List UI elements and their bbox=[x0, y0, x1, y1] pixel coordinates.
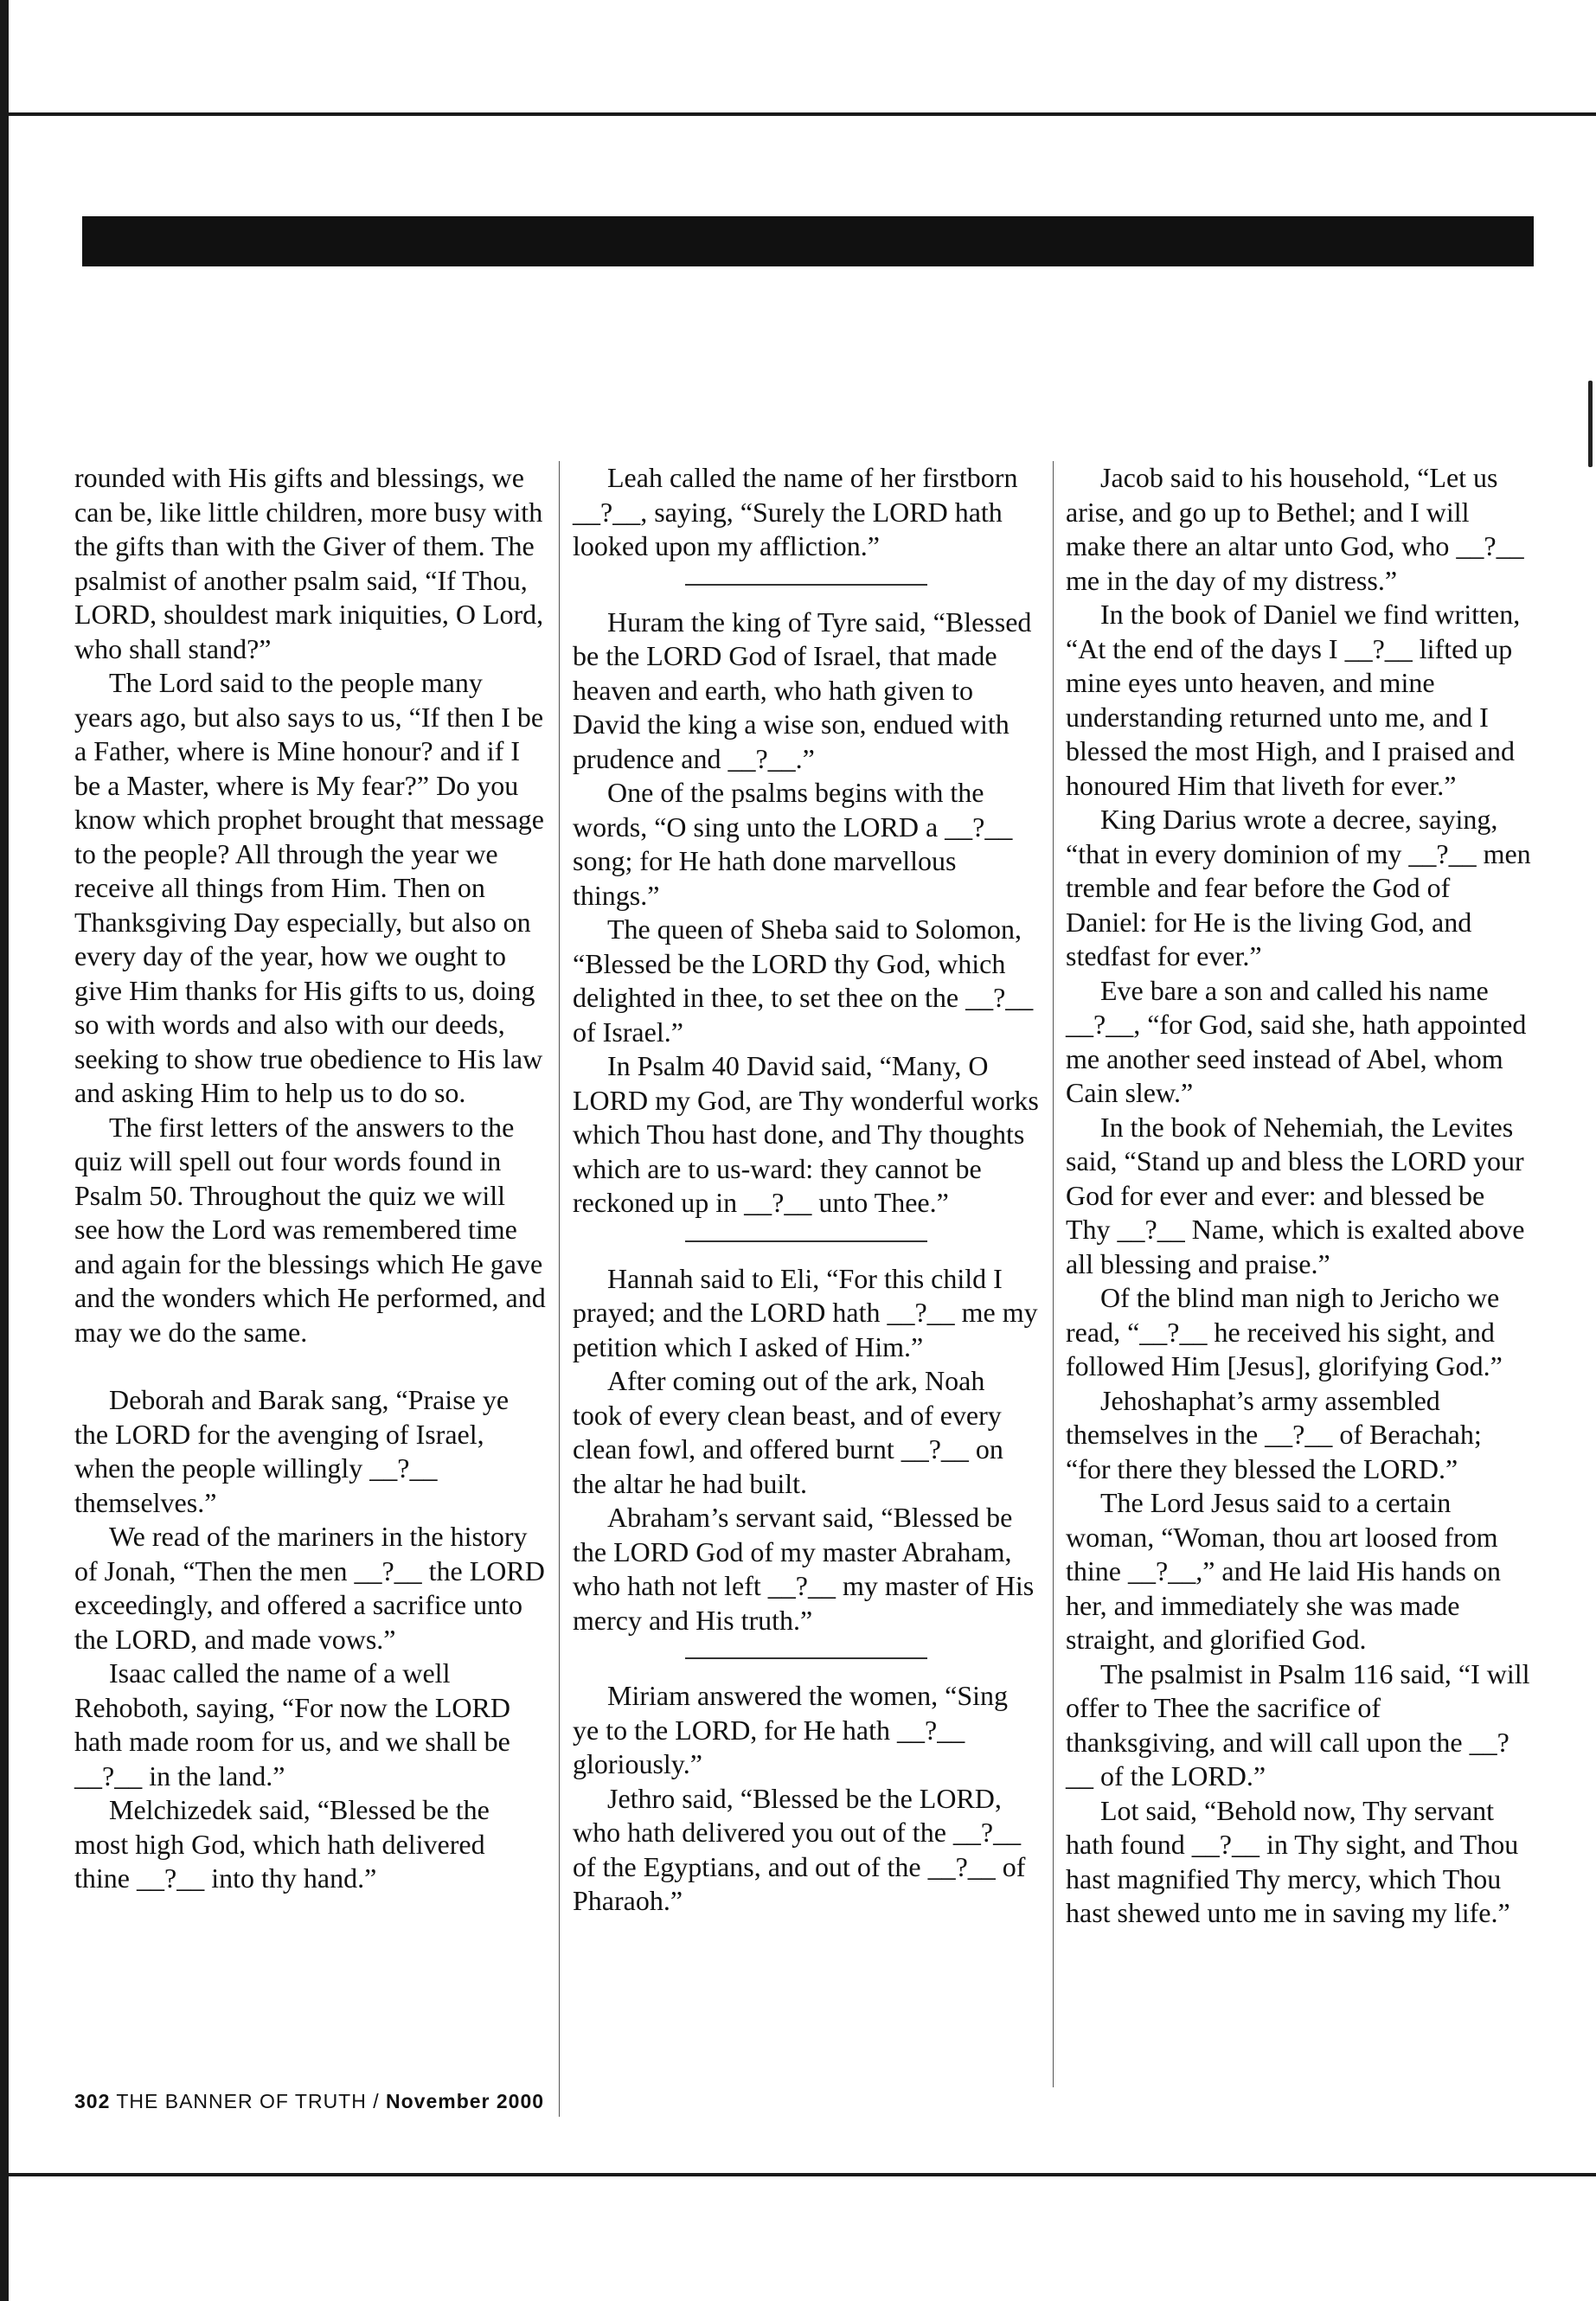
section-separator bbox=[685, 584, 927, 586]
footer-separator: / bbox=[373, 2090, 380, 2112]
quiz-question: King Darius wrote a decree, saying, “that in every dominion of my __?__ men tremble and fear before the God of Daniel: for He is the living God, and stedfast for ever.” bbox=[1066, 804, 1531, 971]
column-divider bbox=[559, 461, 560, 2117]
publication-name: THE BANNER OF TRUTH bbox=[116, 2090, 367, 2112]
quiz-question: Jethro said, “Blessed be the LORD, who hath delivered you out of the __?__ of the Egyptians, and out of the __?__ of Pharaoh.” bbox=[573, 1782, 1026, 1916]
paragraph: rounded with His gifts and blessings, we can be, like little children, more busy with the gifts than with the Giver of them. The psalmist of another psalm said, “If Thou, LORD, shouldest mark iniquities, O Lord, who shall stand?” bbox=[74, 462, 544, 664]
text-column-3 bbox=[1066, 461, 1533, 1931]
text-column-1 bbox=[74, 461, 546, 1896]
page-number: 302 bbox=[74, 2090, 111, 2112]
quiz-question: Huram the king of Tyre said, “Blessed be the LORD God of Israel, that made heaven and earth, who hath given to David the king a wise son, endued with prudence and __?__.” bbox=[573, 606, 1032, 774]
right-margin-mark bbox=[1588, 381, 1593, 467]
quiz-question: We read of the mariners in the history of Jonah, “Then the men __?__ the LORD exceedingly, and offered a sacrifice unto the LORD, and made vows.” bbox=[74, 1521, 545, 1655]
quiz-question: Eve bare a son and called his name __?__, “for God, said she, hath appointed me another seed instead of Abel, whom Cain slew.” bbox=[1066, 974, 1527, 1108]
quiz-question: The Lord Jesus said to a certain woman, “Woman, thou art loosed from thine __?__,” and He laid His hands on her, and immediately she was made straight, and glorified God. bbox=[1066, 1487, 1501, 1655]
quiz-question: Isaac called the name of a well Rehoboth, saying, “For now the LORD hath made room for us, and we shall be __?__ in the land.” bbox=[74, 1657, 510, 1791]
quiz-question: After coming out of the ark, Noah took of every clean beast, and of every clean fowl, and offered burnt __?__ on the altar he had built. bbox=[573, 1365, 1003, 1499]
quiz-question: Jacob said to his household, “Let us arise, and go up to Bethel; and I will make there an altar unto God, who __?__ me in the day of my distress.” bbox=[1066, 462, 1524, 596]
quiz-question: Jehoshaphat’s army assembled themselves in the __?__ of Berachah; “for there they blessed the LORD.” bbox=[1066, 1384, 1482, 1484]
quiz-question: Melchizedek said, “Blessed be the most high God, which hath delivered thine __?__ into thy hand.” bbox=[74, 1794, 490, 1894]
quiz-question: Miriam answered the women, “Sing ye to the LORD, for He hath __?__ gloriously.” bbox=[573, 1680, 1008, 1779]
quiz-question: Abraham’s servant said, “Blessed be the LORD God of my master Abraham, who hath not left __?__ my master of His mercy and His truth.” bbox=[573, 1502, 1035, 1636]
section-separator bbox=[685, 1657, 927, 1659]
page-left-edge bbox=[0, 0, 9, 2301]
quiz-question: The psalmist in Psalm 116 said, “I will offer to Thee the sacrifice of thanksgiving, and will call upon the __?__ of the LORD.” bbox=[1066, 1657, 1530, 1791]
paragraph: The Lord said to the people many years ago, but also says to us, “If then I be a Father, where is Mine honour? and if I be a Master, where is My fear?” Do you know which prophet brought that message to the people? All through the year we receive all things from Him. Then on Thanksgiving Day especially, but also on every day of the year, how we ought to give Him thanks for His gifts to us, doing so with words and also with our deeds, seeking to show true obedience to His law and asking Him to help us to do so. bbox=[74, 667, 544, 1108]
quiz-question: Hannah said to Eli, “For this child I prayed; and the LORD hath __?__ me my petition which I asked of Him.” bbox=[573, 1262, 1038, 1362]
quiz-question: One of the psalms begins with the words, “O sing unto the LORD a __?__ song; for He hath done marvellous things.” bbox=[573, 777, 1013, 911]
paragraph: The first letters of the answers to the quiz will spell out four words found in Psalm 50. Throughout the quiz we will see how the Lord was remembered time and again for the blessings which He gave and the wonders which He performed, and may we do the same. bbox=[74, 1111, 546, 1348]
top-rule bbox=[0, 112, 1596, 116]
bottom-rule bbox=[0, 2173, 1596, 2176]
quiz-question: In Psalm 40 David said, “Many, O LORD my God, are Thy wonderful works which Thou hast done, and Thy thoughts which are to us-ward: they cannot be reckoned up in __?__ unto Thee.” bbox=[573, 1050, 1039, 1218]
issue-date: November 2000 bbox=[386, 2090, 545, 2112]
quiz-question: Lot said, “Behold now, Thy servant hath found __?__ in Thy sight, and Thou hast magnified Thy mercy, which Thou hast shewed unto me in saving my life.” bbox=[1066, 1794, 1519, 1928]
quiz-question: Deborah and Barak sang, “Praise ye the LORD for the avenging of Israel, when the people willingly __?__ themselves.” bbox=[74, 1384, 510, 1518]
quiz-question: Of the blind man nigh to Jericho we read, “__?__ he received his sight, and followed Him [Jesus], glorifying God.” bbox=[1066, 1282, 1503, 1381]
quiz-question: In the book of Nehemiah, the Levites said, “Stand up and bless the LORD your God for ever and ever: and blessed be Thy __?__ Name, which is exalted above all blessing and praise.” bbox=[1066, 1111, 1525, 1279]
section-separator bbox=[685, 1240, 927, 1242]
page-footer bbox=[74, 2090, 544, 2113]
quiz-question: Leah called the name of her firstborn __?__, saying, “Surely the LORD hath looked upon my affliction.” bbox=[573, 462, 1018, 561]
quiz-question: The queen of Sheba said to Solomon, “Blessed be the LORD thy God, which delighted in thee, to set thee on the __?__ of Israel.” bbox=[573, 913, 1034, 1048]
column-divider bbox=[1053, 461, 1054, 2087]
header-black-bar bbox=[82, 216, 1534, 266]
quiz-question: In the book of Daniel we find written, “At the end of the days I __?__ lifted up mine eyes unto heaven, and mine understanding returned unto me, and I blessed the most High, and I praised and honoured Him that liveth for ever.” bbox=[1066, 599, 1521, 801]
text-column-2 bbox=[573, 461, 1040, 1919]
